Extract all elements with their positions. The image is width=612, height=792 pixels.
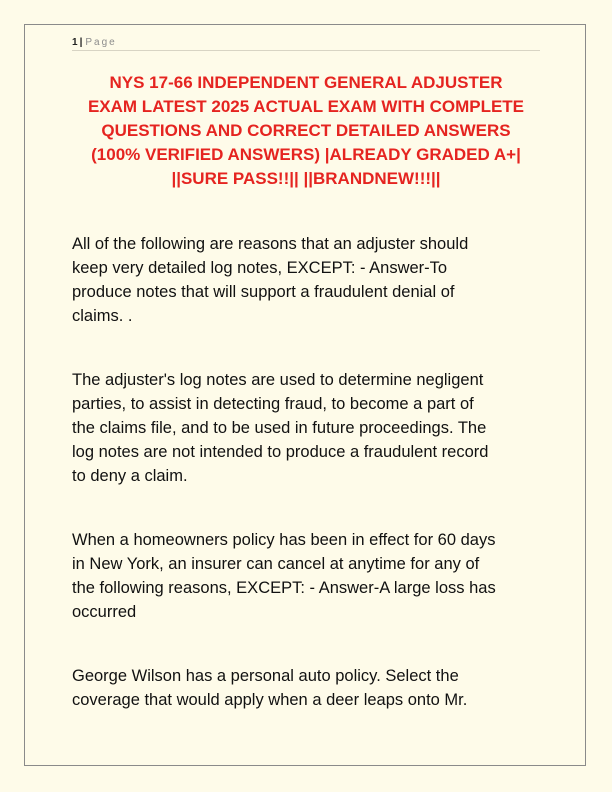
- title-line: EXAM LATEST 2025 ACTUAL EXAM WITH COMPLETE: [87, 97, 525, 116]
- title-line: NYS 17-66 INDEPENDENT GENERAL ADJUSTER: [109, 73, 503, 92]
- text-line: occurred: [72, 603, 137, 621]
- page-header: [72, 36, 540, 51]
- document-title: [72, 71, 540, 191]
- text-line: in New York, an insurer can cancel at anytime for any of: [72, 555, 480, 573]
- text-line: When a homeowners policy has been in effect for 60 days: [72, 531, 496, 549]
- text-line: The adjuster's log notes are used to determine negligent: [72, 371, 484, 389]
- question-paragraph: [72, 664, 542, 712]
- text-line: the following reasons, EXCEPT: - Answer-A large loss has: [72, 579, 496, 597]
- text-line: All of the following are reasons that an adjuster should: [72, 235, 469, 253]
- text-line: produce notes that will support a fraudulent denial of: [72, 283, 455, 301]
- text-line: claims. .: [72, 307, 133, 325]
- text-line: keep very detailed log notes, EXCEPT: - Answer-To: [72, 259, 448, 277]
- text-line: coverage that would apply when a deer leaps onto Mr.: [72, 691, 468, 709]
- text-line: parties, to assist in detecting fraud, to become a part of: [72, 395, 474, 413]
- question-paragraph: [72, 232, 542, 328]
- question-paragraph: [72, 528, 542, 624]
- title-line: ||SURE PASS!!|| ||BRANDNEW!!!||: [171, 169, 441, 188]
- title-line: QUESTIONS AND CORRECT DETAILED ANSWERS: [101, 121, 511, 140]
- text-line: the claims file, and to be used in future proceedings. The: [72, 419, 487, 437]
- page-number: 1: [72, 37, 78, 48]
- title-line: (100% VERIFIED ANSWERS) |ALREADY GRADED A+|: [91, 145, 521, 164]
- text-line: to deny a claim.: [72, 467, 188, 485]
- text-line: log notes are not intended to produce a fraudulent record: [72, 443, 489, 461]
- explanation-paragraph: [72, 368, 542, 488]
- page-number-separator: |: [79, 37, 83, 48]
- page-label: Page: [85, 37, 117, 48]
- text-line: George Wilson has a personal auto policy. Select the: [72, 667, 459, 685]
